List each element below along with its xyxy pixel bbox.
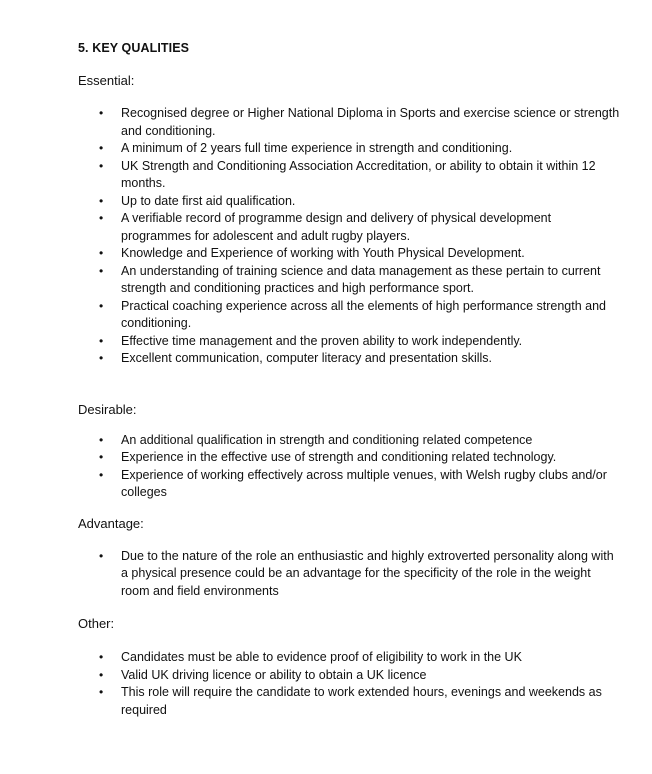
list-item-text: This role will require the candidate to work extended hours, evenings and weekends as required bbox=[121, 685, 602, 717]
list-item bbox=[78, 140, 622, 158]
list-item-text: Practical coaching experience across all the elements of high performance strength and conditioning. bbox=[121, 298, 606, 330]
list-item-text: Excellent communication, computer literacy and presentation skills. bbox=[121, 351, 493, 365]
bullet-icon: • bbox=[99, 685, 104, 699]
list-item bbox=[78, 333, 622, 351]
list-item-text: Experience of working effectively across multiple venues, with Welsh rugby clubs and/or colleges bbox=[121, 467, 607, 499]
list-item-text: Due to the nature of the role an enthusiastic and highly extroverted personality along with a physical presence could be an advantage for the specificity of the role in the weight room and field environments bbox=[121, 548, 614, 598]
list-item bbox=[78, 467, 622, 502]
desirable-label: Desirable: bbox=[78, 401, 137, 417]
bullet-icon: • bbox=[99, 333, 104, 348]
list-item bbox=[78, 210, 622, 245]
bullet-icon: • bbox=[99, 467, 104, 482]
list-item-text: An understanding of training science and data management as these pertain to current strength and conditioning practices and high performance sport. bbox=[121, 263, 601, 295]
list-item bbox=[78, 245, 622, 263]
other-list bbox=[78, 649, 622, 719]
list-item bbox=[78, 193, 622, 211]
list-item bbox=[78, 449, 622, 467]
list-item-text: Valid UK driving licence or ability to obtain a UK licence bbox=[121, 667, 427, 682]
list-item-text: An additional qualification in strength and conditioning related competence bbox=[121, 432, 533, 447]
list-item-text: Knowledge and Experience of working with Youth Physical Development. bbox=[121, 246, 525, 260]
list-item bbox=[78, 548, 622, 601]
bullet-icon: • bbox=[99, 141, 104, 155]
list-item bbox=[78, 298, 622, 333]
bullet-icon: • bbox=[99, 650, 104, 664]
list-item bbox=[78, 667, 622, 685]
list-item-text: Experience in the effective use of strength and conditioning related technology. bbox=[121, 450, 557, 464]
section-heading: 5. KEY QUALITIES bbox=[78, 41, 190, 55]
list-item bbox=[78, 158, 622, 193]
advantage-label: Advantage: bbox=[78, 515, 144, 531]
essential-label: Essential: bbox=[78, 73, 135, 88]
bullet-icon: • bbox=[99, 432, 104, 447]
other-label: Other: bbox=[78, 616, 115, 631]
bullet-icon: • bbox=[99, 263, 104, 278]
list-item bbox=[78, 432, 622, 450]
list-item bbox=[78, 649, 622, 667]
list-item-text: A verifiable record of programme design and delivery of physical development programmes for adolescent and adult rugby players. bbox=[121, 211, 552, 243]
bullet-icon: • bbox=[99, 158, 104, 173]
list-item bbox=[78, 105, 622, 140]
bullet-icon: • bbox=[99, 450, 104, 464]
bullet-icon: • bbox=[99, 667, 104, 682]
advantage-list bbox=[78, 548, 622, 601]
essential-list bbox=[78, 105, 622, 368]
list-item bbox=[78, 263, 622, 298]
list-item-text: Recognised degree or Higher National Diploma in Sports and exercise science or strength and conditioning. bbox=[121, 106, 620, 138]
list-item-text: Candidates must be able to evidence proof of eligibility to work in the UK bbox=[121, 650, 522, 664]
bullet-icon: • bbox=[99, 351, 104, 365]
bullet-icon: • bbox=[99, 548, 104, 563]
bullet-icon: • bbox=[99, 211, 104, 225]
list-item-text: A minimum of 2 years full time experience in strength and conditioning. bbox=[121, 141, 513, 155]
list-item-text: Effective time management and the proven ability to work independently. bbox=[121, 333, 523, 348]
list-item bbox=[78, 350, 622, 368]
bullet-icon: • bbox=[99, 298, 104, 313]
list-item-text: UK Strength and Conditioning Association Accreditation, or ability to obtain it within 12 months. bbox=[121, 158, 596, 190]
bullet-icon: • bbox=[99, 106, 104, 120]
desirable-list bbox=[78, 432, 622, 502]
bullet-icon: • bbox=[99, 193, 104, 208]
list-item bbox=[78, 684, 622, 719]
bullet-icon: • bbox=[99, 246, 104, 260]
list-item-text: Up to date first aid qualification. bbox=[121, 193, 296, 208]
